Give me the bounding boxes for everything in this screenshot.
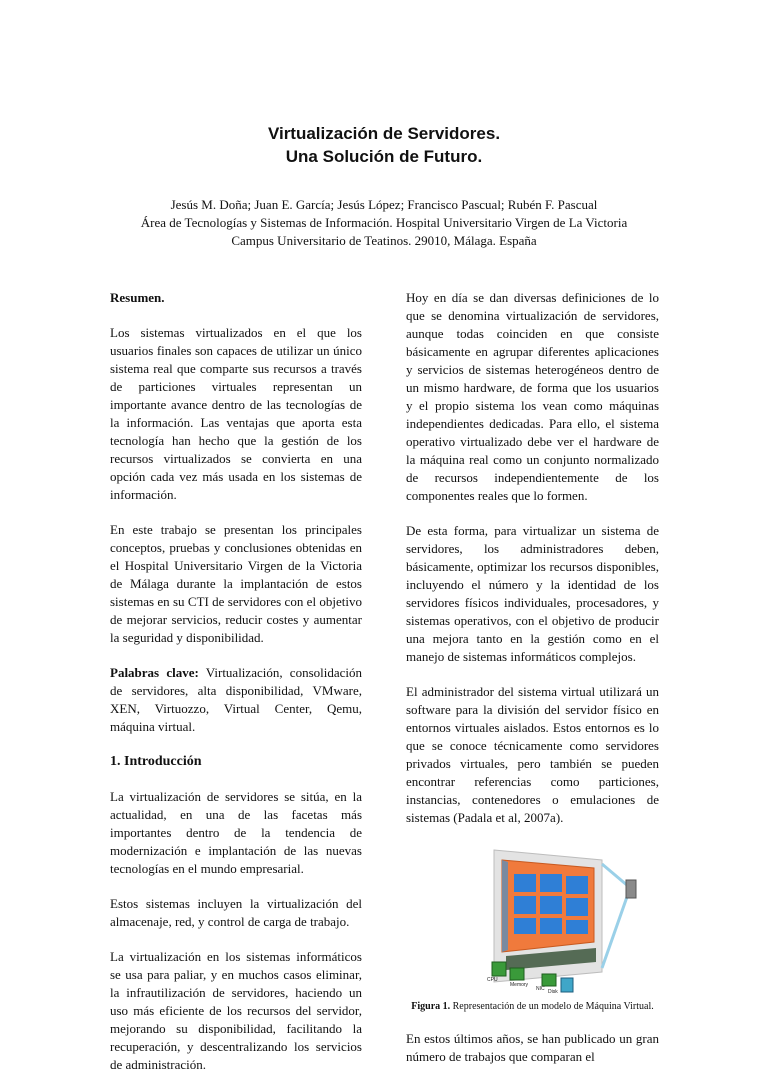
cpu-label: CPU xyxy=(487,977,498,983)
keywords-label: Palabras clave: xyxy=(110,665,199,680)
title-line-2: Una Solución de Futuro. xyxy=(285,147,483,166)
body-paragraph-1: Hoy en día se dan diversas definiciones de lo que se denomina virtualización de servidores, aunque todas coinciden en que consiste básicamente en agrupar diferentes aplicaciones y servicios de sistemas heterogéneos dentro de un mismo hardware, de forma que los usuarios y el propio sistema los vean como máquinas independientes dedicadas. Para ello, el sistema operativo virtualizado debe ver el hardware de la máquina real como un conjunto normalizado de recursos independientemente de los componentes reales que lo formen. xyxy=(406,290,659,503)
author-address: Campus Universitario de Teatinos. 29010, Málaga. España xyxy=(231,233,537,248)
vm-tile xyxy=(514,918,536,934)
nic-label: NIC xyxy=(536,986,545,992)
cpu-component xyxy=(492,962,506,976)
server-icon xyxy=(626,880,636,898)
nic-component xyxy=(542,974,556,986)
abstract-paragraph-1: Los sistemas virtualizados en el que los usuarios finales son capaces de utilizar un único sistema real que comparte sus recursos a través de particiones virtuales representan un importante avance dentro de las tecnologías de la información. Las ventajas que aporta esta tecnología han hecho que la gestión de los recursos virtualizados se convierta en una opción cada vez más usada en los sistemas de información. xyxy=(110,325,362,502)
author-names: Jesús M. Doña; Juan E. García; Jesús López; Francisco Pascual; Rubén F. Pascual xyxy=(170,197,598,212)
disk-label: Disk xyxy=(548,989,558,994)
paper-title xyxy=(0,122,768,168)
intro-paragraph-2: Estos sistemas incluyen la virtualización del almacenaje, red, y control de carga de trabajo. xyxy=(110,896,362,929)
disk-component xyxy=(561,978,573,992)
virtual-machine-figure xyxy=(406,844,659,994)
left-column xyxy=(110,289,362,1091)
memory-component xyxy=(510,968,524,980)
figure-beam xyxy=(602,864,628,886)
right-column xyxy=(406,289,659,1083)
title-line-1: Virtualización de Servidores. xyxy=(267,124,501,143)
vm-side-panel xyxy=(502,860,508,952)
intro-paragraph-3: La virtualización en los sistemas informáticos se usa para paliar, y en muchos casos eliminar, la infrautilización de servidores, haciendo un uso más eficiente de los recursos del servidor, mejorando su disponibilidad, facilitando la recuperación, y descentralizando los servicios de administración. xyxy=(110,949,362,1072)
vm-tile xyxy=(566,876,588,894)
keywords xyxy=(110,664,362,736)
vm-tile xyxy=(540,874,562,892)
body-paragraph-4: En estos últimos años, se han publicado un gran número de trabajos que comparan el xyxy=(406,1031,659,1064)
intro-heading: 1. Introducción xyxy=(110,754,202,769)
virtual-machine-diagram xyxy=(406,844,659,994)
vm-tile xyxy=(540,896,562,914)
vm-tiles xyxy=(514,874,588,934)
figure-beam xyxy=(602,894,628,968)
vm-tile xyxy=(566,898,588,916)
memory-label: Memory xyxy=(510,982,529,988)
author-affiliation: Área de Tecnologías y Sistemas de Información. Hospital Universitario Virgen de La Victoria xyxy=(140,215,628,230)
figure-caption xyxy=(406,1000,659,1013)
intro-paragraph-1: La virtualización de servidores se sitúa, en la actualidad, en una de las facetas más importantes dentro de la tendencia de modernización e implantación de las nuevas tecnologías en el mundo empresarial. xyxy=(110,789,362,876)
body-paragraph-3: El administrador del sistema virtual utilizará un software para la división del servidor físico en entornos virtuales aislados. Estos entornos es lo que se conoce técnicamente como servidores privados virtuales, pero también se pueden encontrar referencias como particiones, instancias, contenedores o emulaciones de sistemas (Padala et al, 2007a). xyxy=(406,684,659,825)
author-block xyxy=(0,196,768,250)
vm-tile xyxy=(514,874,536,892)
body-paragraph-2: De esta forma, para virtualizar un sistema de servidores, los administradores deben, básicamente, optimizar los recursos disponibles, incluyendo el número y la identidad de los servidores físicos individuales, procesadores, y sistemas operativos, con el objetivo de producir una mejora tanto en la gestión como en el manejo de sistemas informáticos complejos. xyxy=(406,523,659,664)
vm-tile xyxy=(540,918,562,934)
caption-text: Representación de un modelo de Máquina Virtual. xyxy=(452,1001,654,1012)
vm-tile xyxy=(566,920,588,934)
keywords-text: Virtualización, consolidación de servidores, alta disponibilidad, VMware, XEN, Virtuozzo, Virtual Center, Qemu, máquina virtual. xyxy=(110,665,362,734)
abstract-heading: Resumen. xyxy=(110,290,165,305)
caption-label: Figura 1. xyxy=(411,1001,451,1012)
abstract-paragraph-2: En este trabajo se presentan los principales conceptos, pruebas y conclusiones obtenidas en el Hospital Universitario Virgen de la Victoria de Málaga durante la implantación de estos sistemas en su CTI de servidores con el objetivo de mejorar servicios, reducir costes y aumentar la seguridad y disponibilidad. xyxy=(110,522,362,645)
vm-tile xyxy=(514,896,536,914)
